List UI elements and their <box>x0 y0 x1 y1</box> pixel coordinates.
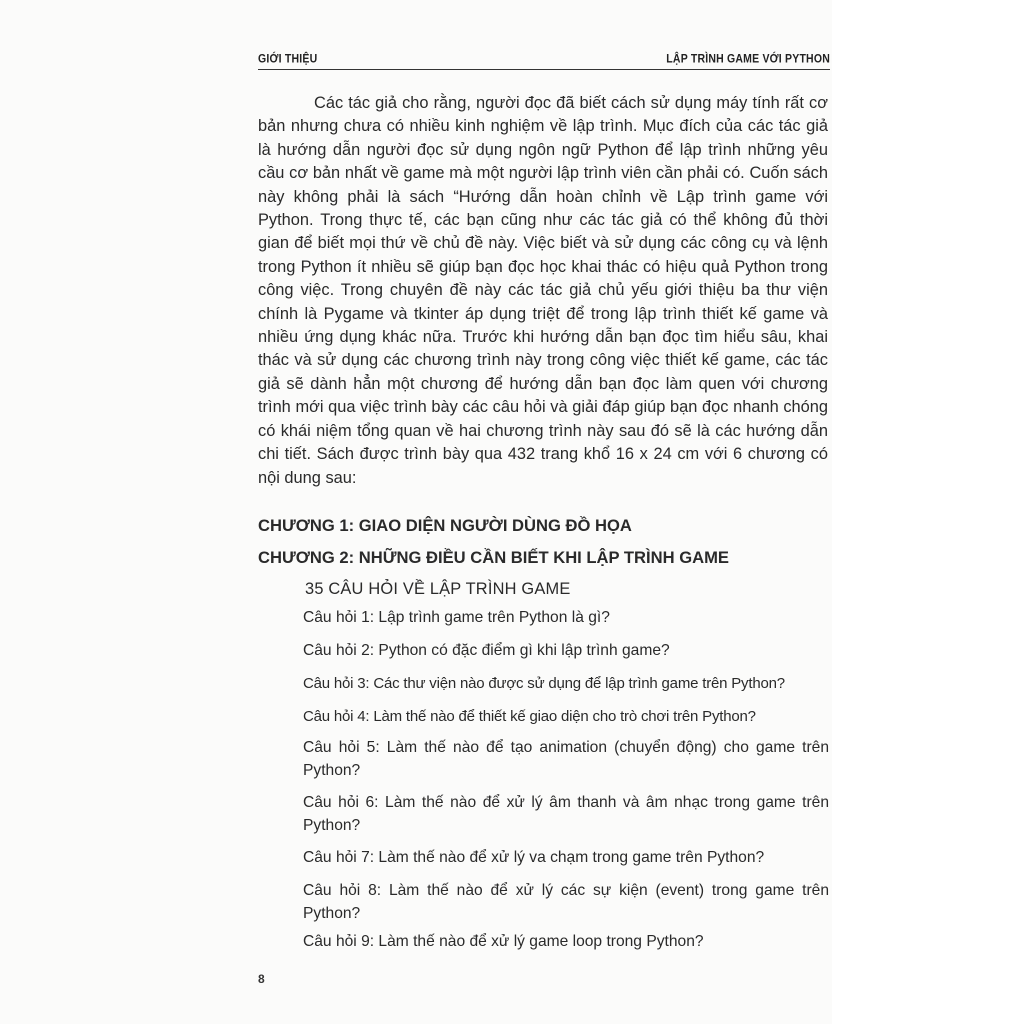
section-heading: 35 CÂU HỎI VỀ LẬP TRÌNH GAME <box>305 580 571 598</box>
page-number: 8 <box>258 972 265 986</box>
chapter-1-heading: CHƯƠNG 1: GIAO DIỆN NGƯỜI DÙNG ĐỒ HỌA <box>258 516 632 535</box>
question-item: Câu hỏi 6: Làm thế nào để xử lý âm thanh và âm nhạc trong game trên Python? <box>303 794 829 834</box>
chapter-2-heading: CHƯƠNG 2: NHỮNG ĐIỀU CẦN BIẾT KHI LẬP TRÌNH GAME <box>258 548 729 567</box>
question-item: Câu hỏi 3: Các thư viện nào được sử dụng để lập trình game trên Python? <box>303 675 785 692</box>
question-item: Câu hỏi 8: Làm thế nào để xử lý các sự kiện (event) trong game trên Python? <box>303 882 829 922</box>
question-item: Câu hỏi 1: Lập trình game trên Python là gì? <box>303 609 610 626</box>
question-item: Câu hỏi 5: Làm thế nào để tạo animation (chuyển động) cho game trên Python? <box>303 739 829 779</box>
intro-paragraph: Các tác giả cho rằng, người đọc đã biết cách sử dụng máy tính rất cơ bản nhưng chưa có nhiều kinh nghiệm về lập trình. Mục đích của các tác giả là hướng dẫn người đọc sử dụng ngôn ngữ Python để lập trình những yêu cầu cơ bản nhất về game mà một người lập trình viên cần phải có. Cuốn sách này không phải là sách “Hướng dẫn hoàn chỉnh về Lập trình game với Python. Trong thực tế, các bạn cũng như các tác giả có thể không đủ thời gian để biết mọi thứ về chủ đề này. Việc biết và sử dụng các công cụ và lệnh trong Python ít nhiều sẽ giúp bạn đọc học khai thác có hiệu quả Python trong công việc. Trong chuyên đề này các tác giả chủ yếu giới thiệu ba thư viện chính là Pygame và tkinter áp dụng triệt để trong lập trình thiết kế game và nhiều ứng dụng khác nữa. Trước khi hướng dẫn bạn đọc tìm hiểu sâu, khai thác và sử dụng các chương trình này trong công việc thiết kế game, các tác giả sẽ dành hẳn một chương để hướng dẫn bạn đọc làm quen với chương trình mới qua việc trình bày các câu hỏi và giải đáp giúp bạn đọc nhanh chóng có khái niệm tổng quan về hai chương trình này sau đó sẽ là các hướng dẫn chi tiết. Sách được trình bày qua 432 trang khổ 16 x 24 cm với 6 chương có nội dung sau: <box>258 94 828 487</box>
question-item: Câu hỏi 7: Làm thế nào để xử lý va chạm trong game trên Python? <box>303 849 765 866</box>
header-section-title: GIỚI THIỆU <box>258 52 318 66</box>
question-item: Câu hỏi 4: Làm thế nào để thiết kế giao diện cho trò chơi trên Python? <box>303 708 756 725</box>
question-item: Câu hỏi 2: Python có đặc điểm gì khi lập trình game? <box>303 642 670 659</box>
question-item: Câu hỏi 9: Làm thế nào để xử lý game loop trong Python? <box>303 933 704 950</box>
header-rule <box>258 69 830 70</box>
page-margin-background <box>832 0 1024 1024</box>
header-book-title: LẬP TRÌNH GAME VỚI PYTHON <box>666 52 830 66</box>
